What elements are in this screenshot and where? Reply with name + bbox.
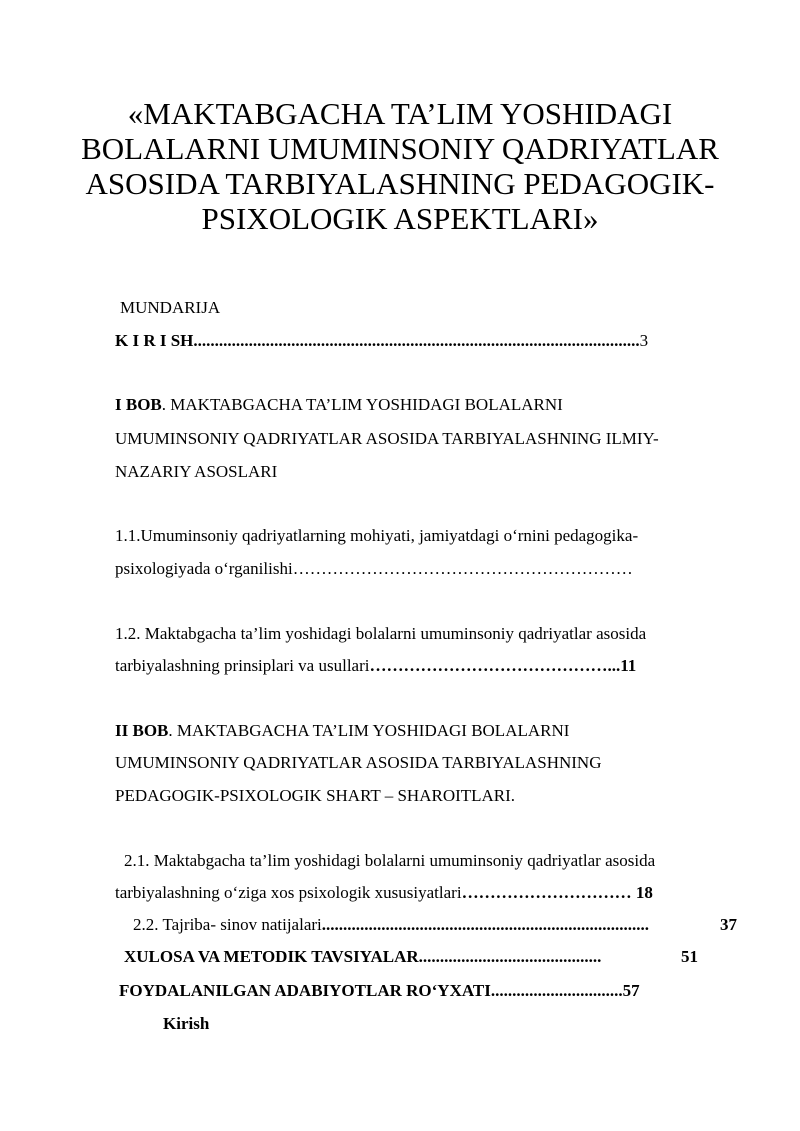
toc-page-number: 51	[681, 947, 698, 966]
document-title	[60, 96, 740, 236]
conclusion-text: XULOSA VA METODIK TAVSIYALAR	[124, 947, 419, 966]
references-text: FOYDALANILGAN ADABIYOTLAR RO‘YXATI	[119, 981, 491, 1000]
toc-chapter1-line1	[115, 394, 563, 416]
chapter1-title: . MAKTABGACHA TA’LIM YOSHIDAGI BOLALARNI	[161, 395, 563, 414]
toc-section-2-2	[133, 914, 649, 936]
toc-section-1-2-line2	[115, 655, 636, 677]
toc-chapter1-line3: NAZARIY ASOSLARI	[115, 462, 278, 481]
toc-section-2-1-line1: 2.1. Maktabgacha ta’lim yoshidagi bolalarni umuminsoniy qadriyatlar asosida	[124, 851, 656, 870]
toc-section-2-1-line2	[115, 882, 653, 904]
toc-chapter1-line2: UMUMINSONIY QADRIYATLAR ASOSIDA TARBIYALASHNING ILMIY-	[115, 429, 659, 448]
title-line: ASOSIDA TARBIYALASHNING PEDAGOGIK-	[85, 166, 715, 201]
toc-leader-dots: ……………………………………...11	[369, 656, 637, 675]
toc-chapter2-line1	[115, 720, 569, 742]
section-2-1-text: tarbiyalashning o‘ziga xos psixologik xususiyatlari	[115, 883, 462, 902]
section-heading-kirish: Kirish	[163, 1014, 210, 1033]
toc-page-number: 57	[622, 981, 640, 1000]
title-line: BOLALARNI UMUMINSONIY QADRIYATLAR	[81, 131, 719, 166]
section-2-2-text: 2.2. Tajriba- sinov natijalari	[133, 915, 322, 934]
toc-section-1-1-line2: psixologiyada o‘rganilishi……………………………………………………	[115, 559, 633, 578]
toc-chapter2-line3: PEDAGOGIK-PSIXOLOGIK SHART – SHAROITLARI.	[115, 786, 516, 805]
toc-leader-dots: ………………………… 18	[461, 883, 653, 902]
chapter2-label: II BOB	[115, 721, 169, 740]
toc-heading: MUNDARIJA	[120, 298, 221, 317]
toc-section-1-1-line1: 1.1.Umuminsoniy qadriyatlarning mohiyati, jamiyatdagi o‘rnini pedagogika-	[115, 526, 639, 545]
title-line: «MAKTABGACHA TA’LIM YOSHIDAGI	[127, 96, 673, 131]
toc-leader-dots: .........................................................................................................	[193, 331, 640, 350]
toc-intro-label: K I R I SH	[115, 331, 194, 350]
toc-entry-intro	[115, 330, 648, 352]
toc-leader-dots: ...............................	[490, 981, 623, 1000]
toc-page-number: 3	[639, 331, 649, 350]
title-line: PSIXOLOGIK ASPEKTLARI»	[201, 201, 599, 236]
toc-chapter2-line2: UMUMINSONIY QADRIYATLAR ASOSIDA TARBIYALASHNING	[115, 753, 602, 772]
toc-section-1-2-line1: 1.2. Maktabgacha ta’lim yoshidagi bolalarni umuminsoniy qadriyatlar asosida	[115, 624, 647, 643]
toc-leader-dots: ...........................................	[418, 947, 602, 966]
chapter2-title: . MAKTABGACHA TA’LIM YOSHIDAGI BOLALARNI	[168, 721, 570, 740]
toc-references	[119, 980, 640, 1002]
toc-conclusion	[124, 946, 601, 968]
toc-leader-dots: .............................................................................	[321, 915, 650, 934]
section-1-2-text: tarbiyalashning prinsiplari va usullari	[115, 656, 370, 675]
chapter1-label: I BOB	[115, 395, 162, 414]
toc-page-number: 37	[720, 915, 737, 934]
